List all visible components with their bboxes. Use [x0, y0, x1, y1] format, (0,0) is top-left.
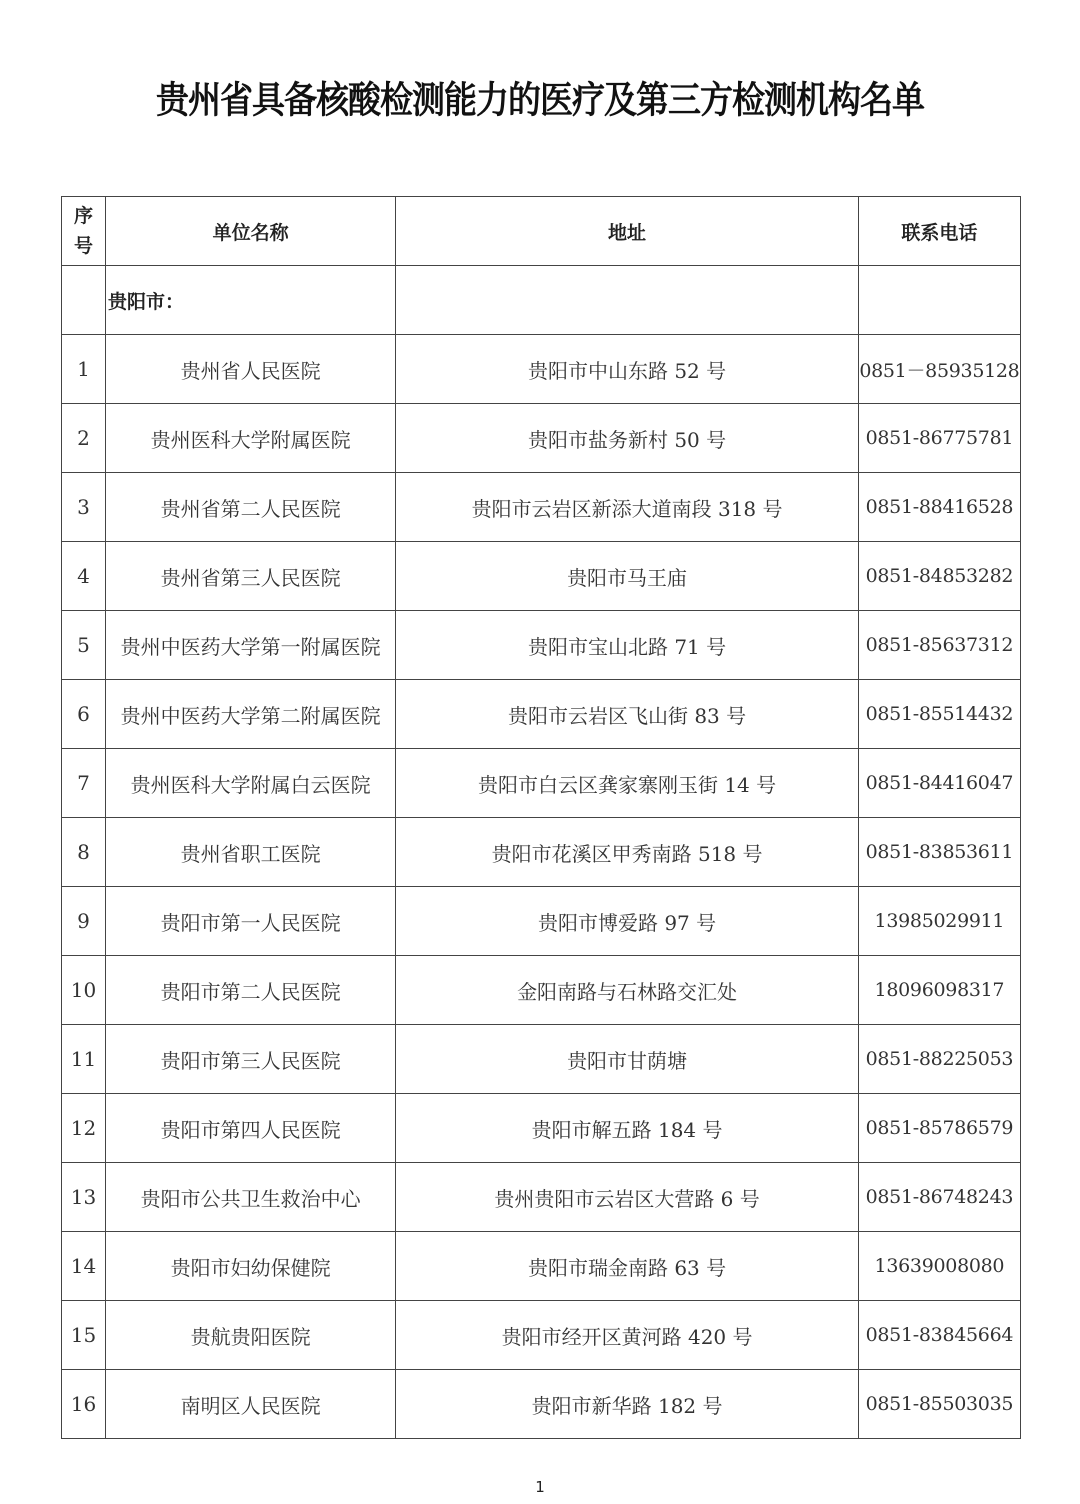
table-row — [62, 1025, 1021, 1094]
row-index: 9 — [62, 887, 106, 956]
row-index: 4 — [62, 542, 106, 611]
institution-name: 贵阳市公共卫生救治中心 — [106, 1163, 396, 1232]
row-index: 1 — [62, 335, 106, 404]
row-index: 14 — [62, 1232, 106, 1301]
row-index: 2 — [62, 404, 106, 473]
section-phone-cell — [858, 266, 1020, 335]
institution-address: 贵阳市中山东路 52 号 — [396, 335, 858, 404]
institution-name: 贵州省第二人民医院 — [106, 473, 396, 542]
institution-address: 贵阳市甘荫塘 — [396, 1025, 858, 1094]
section-label: 贵阳市： — [106, 266, 396, 335]
table-row — [62, 1094, 1021, 1163]
institution-phone: 18096098317 — [858, 956, 1020, 1025]
table-row — [62, 1232, 1021, 1301]
institution-address: 贵阳市宝山北路 71 号 — [396, 611, 858, 680]
institution-phone: 13639008080 — [858, 1232, 1020, 1301]
table-row — [62, 680, 1021, 749]
institution-phone: 0851-83853611 — [858, 818, 1020, 887]
institution-phone: 0851-84853282 — [858, 542, 1020, 611]
header-index: 序号 — [62, 197, 106, 266]
institution-name: 贵州医科大学附属医院 — [106, 404, 396, 473]
institution-phone: 13985029911 — [858, 887, 1020, 956]
institution-address: 贵阳市瑞金南路 63 号 — [396, 1232, 858, 1301]
institution-phone: 0851-85786579 — [858, 1094, 1020, 1163]
institution-name: 贵州中医药大学第二附属医院 — [106, 680, 396, 749]
institution-name: 贵州医科大学附属白云医院 — [106, 749, 396, 818]
institution-name: 贵州省第三人民医院 — [106, 542, 396, 611]
institution-phone: 0851-85503035 — [858, 1370, 1020, 1439]
institution-address: 贵阳市云岩区新添大道南段 318 号 — [396, 473, 858, 542]
institution-phone: 0851－85935128 — [858, 335, 1020, 404]
table-row — [62, 1301, 1021, 1370]
institution-phone: 0851-86748243 — [858, 1163, 1020, 1232]
institution-phone: 0851-88225053 — [858, 1025, 1020, 1094]
institution-address: 金阳南路与石林路交汇处 — [396, 956, 858, 1025]
institution-address: 贵阳市马王庙 — [396, 542, 858, 611]
row-index: 10 — [62, 956, 106, 1025]
institution-phone: 0851-83845664 — [858, 1301, 1020, 1370]
institution-name: 贵州中医药大学第一附属医院 — [106, 611, 396, 680]
institution-address: 贵阳市白云区龚家寨刚玉街 14 号 — [396, 749, 858, 818]
table-row — [62, 542, 1021, 611]
header-name: 单位名称 — [106, 197, 396, 266]
header-phone: 联系电话 — [858, 197, 1020, 266]
row-index: 12 — [62, 1094, 106, 1163]
table-row — [62, 404, 1021, 473]
institution-phone: 0851-85637312 — [858, 611, 1020, 680]
institution-name: 贵阳市第三人民医院 — [106, 1025, 396, 1094]
institution-address: 贵阳市经开区黄河路 420 号 — [396, 1301, 858, 1370]
institution-name: 南明区人民医院 — [106, 1370, 396, 1439]
table-row — [62, 335, 1021, 404]
institution-name: 贵阳市妇幼保健院 — [106, 1232, 396, 1301]
section-row — [62, 266, 1021, 335]
institution-address: 贵阳市新华路 182 号 — [396, 1370, 858, 1439]
row-index: 13 — [62, 1163, 106, 1232]
institution-name: 贵州省职工医院 — [106, 818, 396, 887]
institution-address: 贵阳市解五路 184 号 — [396, 1094, 858, 1163]
table-row — [62, 956, 1021, 1025]
institution-name: 贵州省人民医院 — [106, 335, 396, 404]
institution-address: 贵阳市花溪区甲秀南路 518 号 — [396, 818, 858, 887]
institution-address: 贵阳市博爱路 97 号 — [396, 887, 858, 956]
institution-name: 贵航贵阳医院 — [106, 1301, 396, 1370]
institution-name: 贵阳市第四人民医院 — [106, 1094, 396, 1163]
row-index: 7 — [62, 749, 106, 818]
row-index: 3 — [62, 473, 106, 542]
table-row — [62, 611, 1021, 680]
table-header-row — [62, 197, 1021, 266]
row-index: 8 — [62, 818, 106, 887]
document-title: 贵州省具备核酸检测能力的医疗及第三方检测机构名单 — [156, 77, 924, 122]
header-address: 地址 — [396, 197, 858, 266]
section-address-cell — [396, 266, 858, 335]
table-row — [62, 887, 1021, 956]
institution-phone: 0851-86775781 — [858, 404, 1020, 473]
row-index: 15 — [62, 1301, 106, 1370]
row-index: 16 — [62, 1370, 106, 1439]
table-row — [62, 749, 1021, 818]
institution-address: 贵阳市云岩区飞山街 83 号 — [396, 680, 858, 749]
institution-name: 贵阳市第二人民医院 — [106, 956, 396, 1025]
institution-address: 贵州贵阳市云岩区大营路 6 号 — [396, 1163, 858, 1232]
institution-phone: 0851-85514432 — [858, 680, 1020, 749]
section-index-cell — [62, 266, 106, 335]
table-row — [62, 818, 1021, 887]
institution-address: 贵阳市盐务新村 50 号 — [396, 404, 858, 473]
institution-name: 贵阳市第一人民医院 — [106, 887, 396, 956]
institution-phone: 0851-84416047 — [858, 749, 1020, 818]
institution-phone: 0851-88416528 — [858, 473, 1020, 542]
table-row — [62, 473, 1021, 542]
table-row — [62, 1370, 1021, 1439]
table-row — [62, 1163, 1021, 1232]
institution-table — [61, 196, 1021, 1439]
row-index: 11 — [62, 1025, 106, 1094]
row-index: 6 — [62, 680, 106, 749]
page-number: 1 — [535, 1478, 545, 1496]
row-index: 5 — [62, 611, 106, 680]
